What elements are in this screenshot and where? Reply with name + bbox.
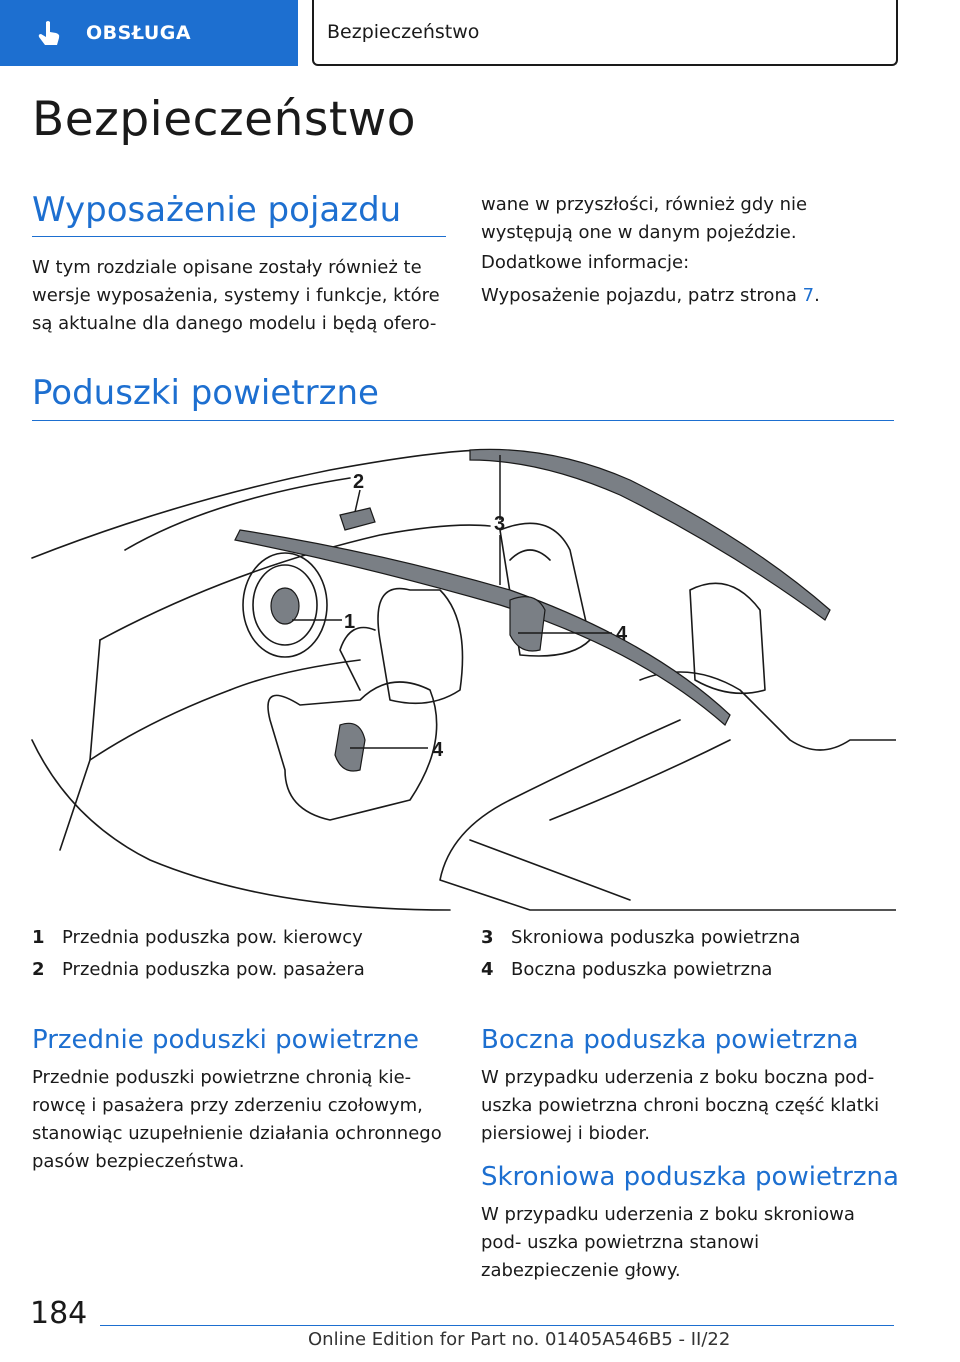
callout-2: 2 [353,471,365,493]
legend-num: 1 [32,927,45,948]
legend-text: Skroniowa poduszka powietrzna [511,927,801,948]
legend-text: Przednia poduszka pow. kierowcy [62,927,363,948]
legend-num: 2 [32,959,45,980]
head-airbag-body: W przypadku uderzenia z boku skroniowa pod- uszka powietrzna stanowi zabezpieczenie głowy. [481,1204,855,1281]
hand-pointer-icon [34,18,64,48]
callout-1: 1 [344,611,356,633]
section-label: OBSŁUGA [86,22,192,44]
legend-text: Boczna poduszka powietrzna [511,959,773,980]
equipment-body-col2: wane w przyszłości, również gdy nie występują one w danym pojeździe. [481,194,808,243]
reference-end: . [814,285,820,306]
equipment-body-col1: W tym rozdziale opisane zostały również te wersje wyposażenia, systemy i funkcje, które są aktualne dla danego modelu i będą ofero- [32,257,440,334]
side-airbag-heading: Boczna poduszka powietrzna [481,1025,859,1055]
front-airbags-body: Przednie poduszki powietrzne chronią kie- rowcę i pasażera przy zderzeniu czołowym, stanowiąc uzupełnienie działania ochronnego pasów bezpieczeństwa. [32,1067,442,1172]
edition-text: Online Edition for Part no. 01405A546B5 - II/22 [308,1329,731,1350]
airbags-heading: Poduszki powietrzne [32,373,379,413]
legend-item [481,956,772,984]
breadcrumb [312,0,898,66]
footer-rule [100,1325,894,1326]
reference-page-link[interactable]: 7 [802,285,815,306]
legend-item [32,924,363,952]
airbags-rule [32,420,894,421]
page-number: 184 [30,1296,88,1331]
legend-num: 4 [481,959,494,980]
legend-text: Przednia poduszka pow. pasażera [62,959,365,980]
legend-item [32,956,365,984]
passenger-airbag [340,508,375,530]
equipment-rule [32,236,446,237]
side-airbag-body: W przypadku uderzenia z boku boczna pod- uszka powietrzna chroni boczną część klatki piersiowej i bioder. [481,1067,880,1144]
equipment-heading: Wyposażenie pojazdu [32,190,402,230]
breadcrumb-text: Bezpieczeństwo [327,21,480,43]
side-airbag-driver [335,723,365,771]
callout-4-driver: 4 [432,739,444,761]
section-tab[interactable] [0,0,298,66]
driver-airbag [271,588,299,624]
reference-text: Wyposażenie pojazdu, patrz strona [481,285,797,306]
head-airbag-rear [470,449,830,620]
front-airbags-heading: Przednie poduszki powietrzne [32,1025,420,1055]
more-info-label: Dodatkowe informacje: [481,252,690,273]
airbag-illustration [30,440,896,915]
head-airbag-heading: Skroniowa poduszka powietrzna [481,1162,899,1192]
legend-num: 3 [481,927,494,948]
legend-item [481,924,800,952]
equipment-reference [481,282,820,310]
callout-4-passenger: 4 [616,623,628,645]
side-airbag-passenger [510,597,545,651]
callout-3: 3 [494,513,506,535]
page-title: Bezpieczeństwo [32,92,416,147]
head-airbag-front [235,530,730,725]
